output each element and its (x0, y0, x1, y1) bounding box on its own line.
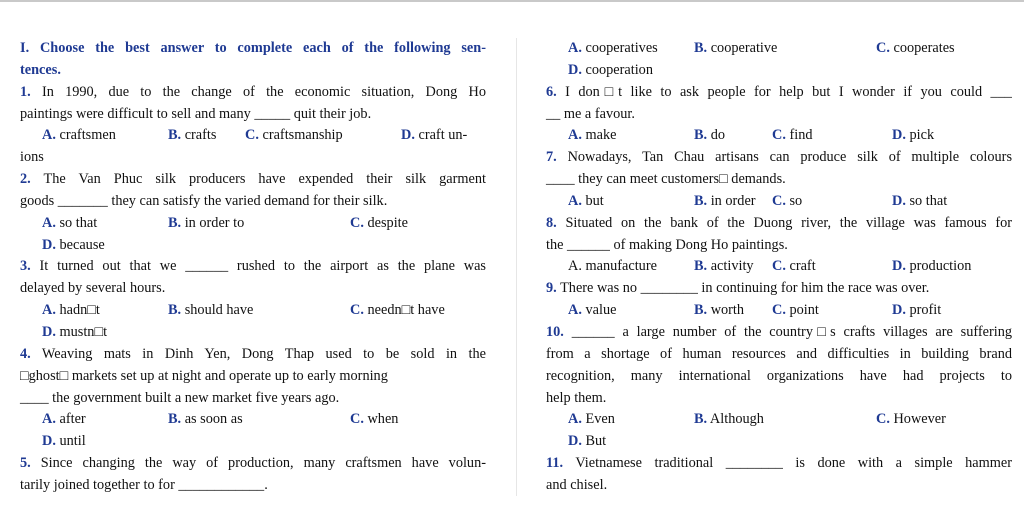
question-text: Situated on the bank of the Duong river, the village was famous for (565, 214, 1012, 231)
question-7-line2: ____ they can meet customers□ demands. (546, 171, 786, 188)
question-2 (20, 169, 486, 191)
question-number: 10. (546, 323, 564, 340)
option-a[interactable]: A. value (568, 302, 617, 319)
question-9-options (546, 300, 1012, 322)
question-10-option-d-row (546, 431, 1012, 453)
question-4-option-d-row (20, 431, 486, 453)
question-text: I don□t like to ask people for help but I wonder if you could ___ (565, 83, 1012, 100)
question-11-line2: and chisel. (546, 476, 608, 493)
option-a[interactable]: A. but (568, 192, 604, 209)
question-text: It turned out that we ______ rushed to the airport as the plane was (39, 258, 486, 275)
option-d[interactable]: D. craft un- (401, 127, 468, 144)
question-2-options (20, 213, 486, 235)
option-a[interactable]: A. make (568, 127, 617, 144)
option-d[interactable]: D. cooperation (568, 61, 653, 78)
question-7 (546, 147, 1012, 169)
question-3-options (20, 300, 486, 322)
question-number: 9. (546, 280, 557, 297)
option-b[interactable]: B. in order to (168, 214, 245, 231)
question-4 (20, 344, 486, 366)
column-divider (516, 38, 517, 496)
question-4-line2: □ghost□ markets set up at night and operate up to early morning (20, 367, 388, 384)
question-number: 7. (546, 149, 557, 166)
option-c[interactable]: C. despite (350, 214, 408, 231)
question-6-line2: __ me a favour. (546, 105, 635, 122)
question-text: There was no ________ in continuing for him the race was over. (560, 280, 930, 297)
top-border (0, 0, 1024, 2)
right-column (546, 38, 1012, 497)
option-a[interactable]: A. so that (42, 214, 98, 231)
question-10-line2: from a shortage of human resources and difficulties in building brand (546, 345, 1012, 362)
option-c[interactable]: C. find (772, 127, 813, 144)
question-5-line2: tarily joined together to for ____________. (20, 476, 268, 493)
question-text: In 1990, due to the change of the economic situation, Dong Ho (41, 83, 486, 100)
question-5-options (546, 38, 1012, 60)
option-b[interactable]: B. do (694, 127, 725, 144)
question-1 (20, 82, 486, 104)
question-4-line3: ____ the government built a new market five years ago. (20, 389, 340, 406)
option-b[interactable]: B. Although (694, 411, 764, 428)
option-d[interactable]: D. profit (892, 302, 942, 319)
question-text: Vietnamese traditional ________ is done with a simple hammer (575, 455, 1012, 472)
question-number: 11. (546, 455, 564, 472)
question-text: ______ a large number of the country□s crafts villages are suffering (571, 323, 1012, 340)
option-c[interactable]: C. point (772, 302, 819, 319)
section-heading-cont: tences. (20, 61, 61, 78)
option-a[interactable]: A. craftsmen (42, 127, 116, 144)
question-number: 2. (20, 171, 31, 188)
option-d[interactable]: D. until (42, 433, 86, 450)
option-b[interactable]: B. cooperative (694, 40, 778, 56)
question-6-options (546, 125, 1012, 147)
question-number: 4. (20, 345, 31, 362)
option-a[interactable]: A. hadn□t (42, 302, 100, 319)
option-c[interactable]: C. craft (772, 258, 816, 275)
question-10-line3: recognition, many international organizations have had projects to (546, 367, 1012, 384)
question-9 (546, 278, 1012, 300)
question-5-option-d-row (546, 60, 1012, 82)
option-a[interactable]: A. Even (568, 411, 615, 428)
question-number: 3. (20, 258, 31, 275)
option-c[interactable]: C. cooperates (876, 40, 955, 56)
section-heading: I. Choose the best answer to complete each of the following sen- (20, 40, 486, 56)
option-b[interactable]: B. in order (694, 192, 756, 209)
option-d[interactable]: D. mustn□t (42, 323, 108, 340)
option-d[interactable]: D. But (568, 433, 607, 450)
question-11 (546, 453, 1012, 475)
question-number: 5. (20, 455, 31, 472)
option-c[interactable]: C. needn□t have (350, 302, 445, 319)
question-1-options (20, 125, 486, 147)
question-text: Nowadays, Tan Chau artisans can produce silk of multiple colours (567, 149, 1012, 166)
left-column (20, 38, 486, 497)
question-3-line2: delayed by several hours. (20, 280, 166, 297)
option-d[interactable]: D. because (42, 236, 105, 253)
option-c[interactable]: C. when (350, 411, 399, 428)
question-number: 1. (20, 83, 31, 100)
question-3 (20, 256, 486, 278)
option-c[interactable]: C. so (772, 192, 803, 209)
question-2-option-d-row (20, 235, 486, 257)
question-number: 6. (546, 83, 557, 100)
question-10-options (546, 409, 1012, 431)
option-d[interactable]: D. production (892, 258, 972, 275)
question-3-option-d-row (20, 322, 486, 344)
question-8-line2: the ______ of making Dong Ho paintings. (546, 236, 788, 253)
question-text: Since changing the way of production, many craftsmen have volun- (40, 455, 486, 472)
question-7-options (546, 191, 1012, 213)
question-6 (546, 82, 1012, 104)
option-b[interactable]: B. should have (168, 302, 254, 319)
question-text: The Van Phuc silk producers have expended their silk garment (43, 171, 486, 188)
option-c[interactable]: C. craftsmanship (245, 127, 343, 144)
option-b[interactable]: B. worth (694, 302, 745, 319)
option-d[interactable]: D. pick (892, 127, 935, 144)
option-a[interactable]: A. cooperatives (568, 40, 658, 56)
question-10-line4: help them. (546, 389, 607, 406)
question-1-line2: paintings were difficult to sell and many _____ quit their job. (20, 105, 372, 122)
question-8-options (546, 256, 1012, 278)
question-8 (546, 213, 1012, 235)
question-10 (546, 322, 1012, 344)
option-a[interactable]: A. after (42, 411, 86, 428)
option-d-continued: ions (20, 149, 44, 166)
question-text: Weaving mats in Dinh Yen, Dong Thap used to be sold in the (41, 345, 486, 362)
option-b[interactable]: B. crafts (168, 127, 217, 144)
option-d[interactable]: D. so that (892, 192, 948, 209)
option-a[interactable]: A. manufacture (568, 258, 657, 275)
question-4-options (20, 409, 486, 431)
option-c[interactable]: C. However (876, 411, 946, 428)
option-b[interactable]: B. as soon as (168, 411, 243, 428)
question-5 (20, 453, 486, 475)
option-b[interactable]: B. activity (694, 258, 754, 275)
question-2-line2: goods _______ they can satisfy the varied demand for their silk. (20, 192, 388, 209)
question-number: 8. (546, 214, 557, 231)
